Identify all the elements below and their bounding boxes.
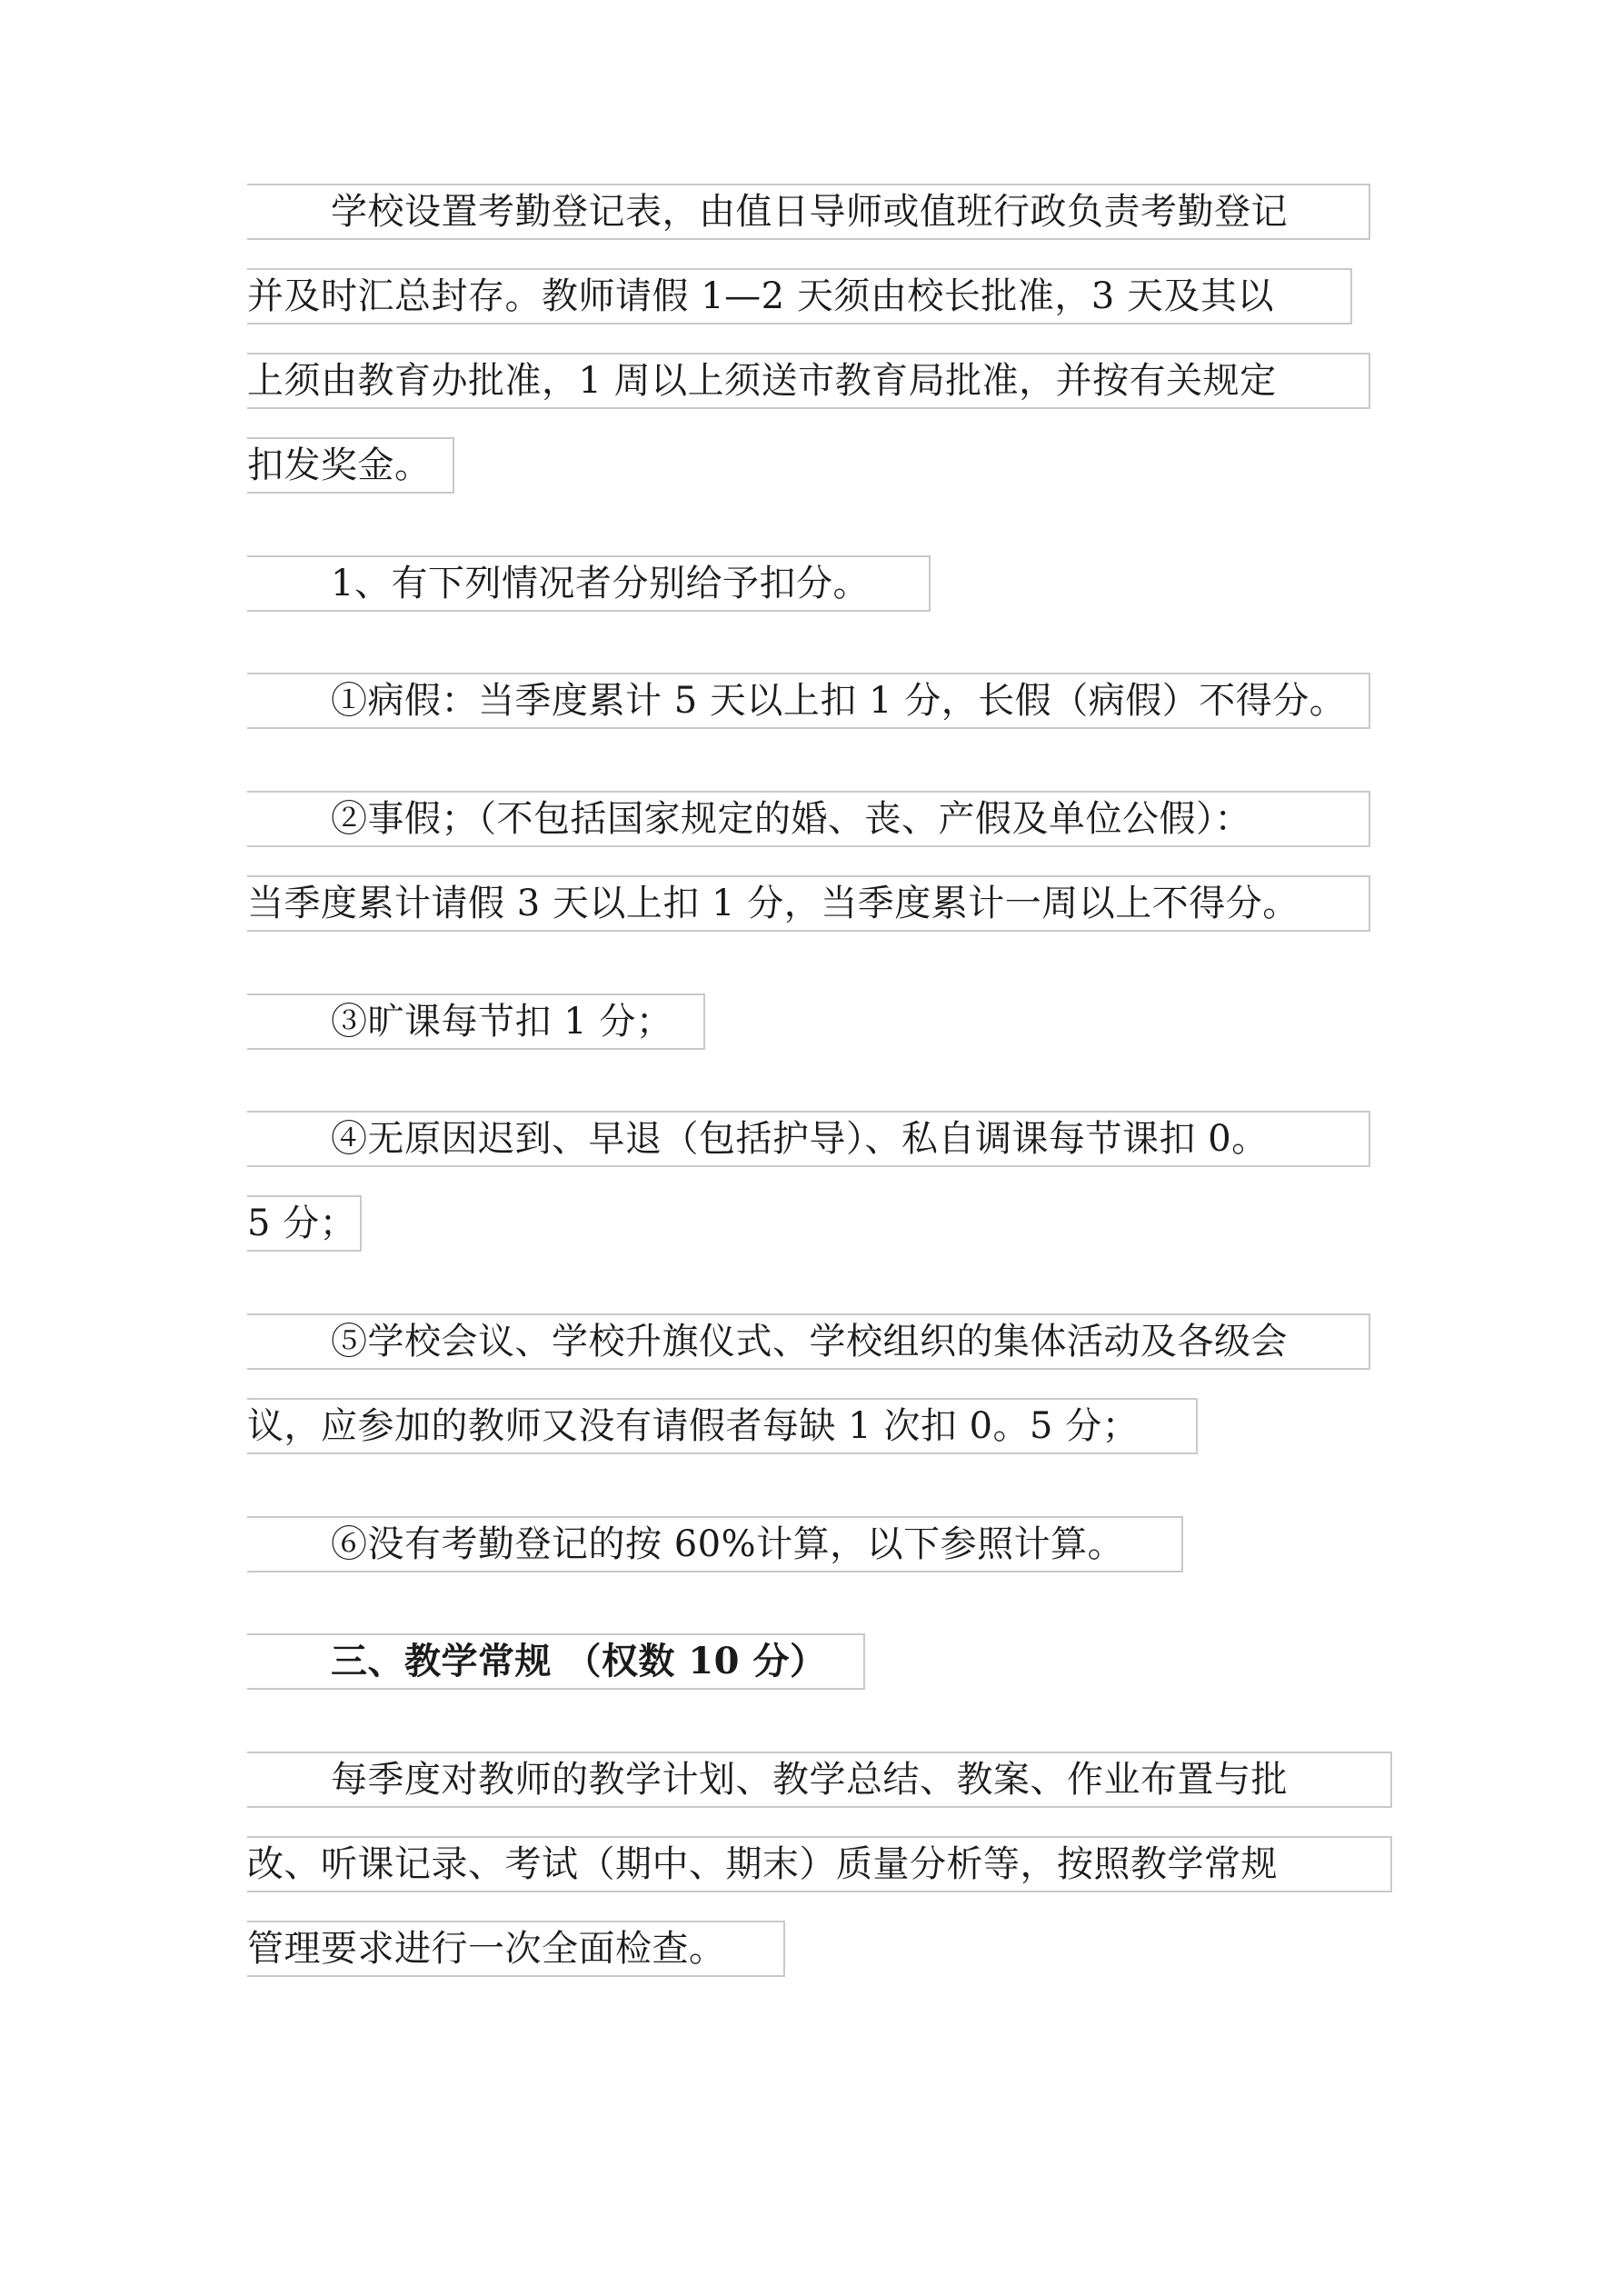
text-line: 并及时汇总封存。教师请假 1—2 天须由校长批准，3 天及其以 bbox=[247, 268, 1352, 324]
text-line: 1、有下列情况者分别给予扣分。 bbox=[247, 555, 931, 612]
text-line: ⑥没有考勤登记的按 60%计算，以下参照计算。 bbox=[247, 1516, 1183, 1572]
text-line: 5 分； bbox=[247, 1195, 362, 1252]
text-line: 学校设置考勤登记表，由值日导师或值班行政负责考勤登记 bbox=[247, 184, 1370, 240]
section-heading: 三、教学常规 （权数 10 分） bbox=[247, 1633, 865, 1690]
text-line: ②事假；（不包括国家规定的婚、丧、产假及单位公假）： bbox=[247, 791, 1370, 847]
text-line: 扣发奖金。 bbox=[247, 437, 454, 494]
text-line: 改、听课记录、考试（期中、期末）质量分析等，按照教学常规 bbox=[247, 1836, 1392, 1892]
text-line: ⑤学校会议、学校升旗仪式、学校组织的集体活动及各级会 bbox=[247, 1313, 1370, 1370]
text-line: 议，应参加的教师又没有请假者每缺 1 次扣 0。5 分； bbox=[247, 1398, 1198, 1454]
text-line: 上须由教育办批准，1 周以上须送市教育局批准，并按有关规定 bbox=[247, 353, 1370, 409]
text-line: ③旷课每节扣 1 分； bbox=[247, 993, 705, 1050]
text-line: 每季度对教师的教学计划、教学总结、教案、作业布置与批 bbox=[247, 1752, 1392, 1808]
text-line: ④无原因迟到、早退（包括护导）、私自调课每节课扣 0。 bbox=[247, 1111, 1370, 1167]
text-line: 当季度累计请假 3 天以上扣 1 分，当季度累计一周以上不得分。 bbox=[247, 875, 1370, 932]
text-line: 管理要求进行一次全面检查。 bbox=[247, 1921, 785, 1977]
text-line: ①病假：当季度累计 5 天以上扣 1 分，长假（病假）不得分。 bbox=[247, 673, 1370, 729]
